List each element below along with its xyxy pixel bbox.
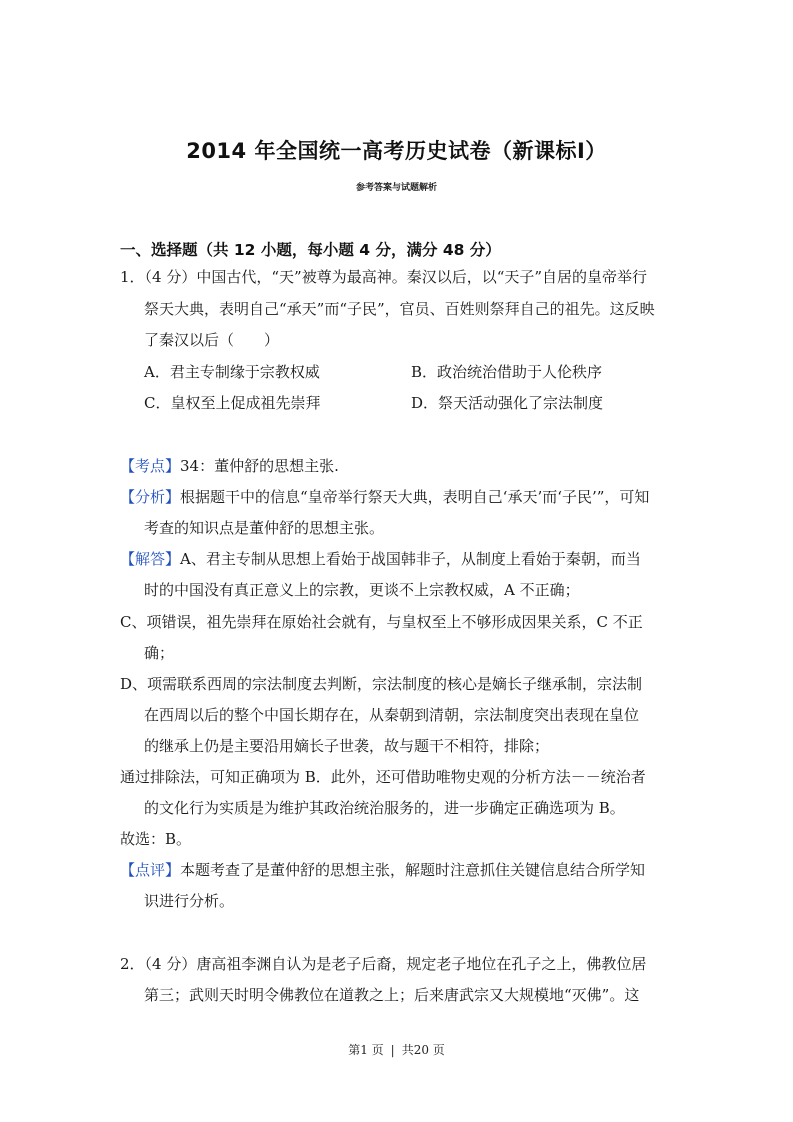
q1-explain-c-line-1: C、项错误，祖先崇拜在原始社会就有，与皇权至上不够形成因果关系，C 不正: [120, 613, 643, 631]
q1-elimination-line-1: 通过排除法，可知正确项为 B．此外，还可借助唯物史观的分析方法－－统治者: [120, 768, 646, 786]
q1-option-b: B．政治统治借助于人伦秩序: [411, 363, 603, 381]
q1-option-c: C．皇权至上促成祖先崇拜: [144, 394, 321, 412]
q1-dianping-line-1: [120, 860, 645, 880]
fenxi-tag: 【分析】: [120, 488, 181, 506]
q1-stem-line-2: 祭天大典，表明自己“承天”而“子民”，官员、百姓则祭拜自己的祖先。这反映: [144, 300, 655, 318]
q1-stem-line-3: 了秦汉以后（ ）: [144, 331, 280, 349]
q1-explain-c-line-2: 确；: [144, 644, 175, 662]
q2-stem-line-2: 第三；武则天时明令佛教位在道教之上；后来唐武宗又大规模地“灭佛”。这: [144, 986, 640, 1004]
footer-total-pages: 共20 页: [401, 1043, 445, 1057]
q1-option-d: D．祭天活动强化了宗法制度: [411, 394, 604, 412]
q1-stem-line-1: 1．（4 分）中国古代，“天”被尊为最高神。秦汉以后，以“天子”自居的皇帝举行: [120, 268, 648, 286]
page-title: 2014 年全国统一高考历史试卷（新课标Ⅰ）: [186, 139, 607, 163]
fenxi-text-1: 根据题干中的信息“皇帝举行祭天大典，表明自己‘承天’而‘子民’”，可知: [180, 488, 650, 506]
dianping-text-1: 本题考查了是董仲舒的思想主张，解题时注意抓住关键信息结合所学知: [180, 861, 646, 879]
q1-explain-d-line-3: 的继承上仍是主要沿用嫡长子世袭，故与题干不相符，排除；: [144, 737, 550, 755]
q1-fenxi-line-1: [120, 487, 649, 507]
kaodian-text: 34：董仲舒的思想主张.: [180, 457, 339, 475]
page-subtitle: 参考答案与试题解析: [355, 183, 437, 193]
q1-kaodian: [120, 456, 339, 476]
page-footer: [0, 1041, 793, 1058]
section-heading: 一、选择题（共 12 小题，每小题 4 分，满分 48 分）: [120, 241, 501, 259]
dianping-tag: 【点评】: [120, 861, 181, 879]
q2-stem-line-1: 2．（4 分）唐高祖李渊自认为是老子后裔，规定老子地位在孔子之上，佛教位居: [120, 955, 647, 973]
jieda-text-1: A、君主专制从思想上看始于战国韩非子，从制度上看始于秦朝，而当: [180, 550, 641, 568]
q1-jieda-line-1: [120, 549, 641, 569]
q1-jieda-line-2: 时的中国没有真正意义上的宗教，更谈不上宗教权威，A 不正确；: [144, 581, 580, 599]
q1-explain-d-line-1: D、项需联系西周的宗法制度去判断，宗法制度的核心是嫡长子继承制，宗法制: [120, 675, 643, 693]
q1-fenxi-line-2: 考查的知识点是董仲舒的思想主张。: [144, 519, 385, 537]
q1-explain-d-line-2: 在西周以后的整个中国长期存在，从秦朝到清朝，宗法制度突出表现在皇位: [144, 706, 640, 724]
footer-separator: |: [390, 1043, 395, 1057]
q1-dianping-line-2: 识进行分析。: [144, 892, 235, 910]
jieda-tag: 【解答】: [120, 550, 181, 568]
q1-elimination-line-2: 的文化行为实质是为维护其政治统治服务的，进一步确定正确选项为 B。: [144, 799, 625, 817]
kaodian-tag: 【考点】: [120, 457, 181, 475]
q1-answer: 故选：B。: [120, 830, 192, 848]
q1-option-a: A．君主专制缘于宗教权威: [144, 363, 320, 381]
footer-current-page: 第1 页: [348, 1043, 384, 1057]
